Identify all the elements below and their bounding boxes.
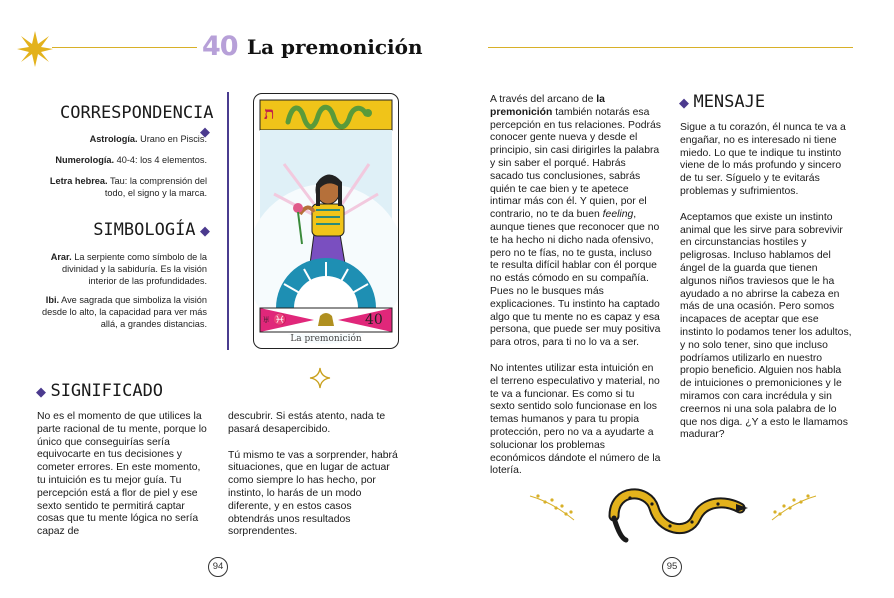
- significado-col2: [228, 411, 400, 539]
- diamond-icon: ◆: [679, 95, 689, 110]
- mensaje-p2: Aceptamos que existe un instinto animal que les sirve para sobrevivir en circunstancias hostiles y peligrosas. Incluso hablamos del ángel de la guarda que tienen algunos niños traviesos que le ha ayudado a no abrirse la cabeza en más de una ocasión. Pero somos incapaces de aceptar que ese instinto lo podamos tener los adultos, y no solo tener, sino que incluso podríamos utilizarlo en nuestro propio beneficio. Alguien nos habla de intuiciones o premoniciones y le miramos con cara incrédula y sin creernos ni una sola palabra de lo que nos diga. ¿Y a esto le llamamos madurar?: [680, 211, 852, 441]
- diamond-icon: ◆: [200, 124, 210, 139]
- correspondencia-list: [34, 133, 207, 199]
- mensaje-title: MENSAJE: [693, 92, 766, 112]
- sprig-right-icon: [768, 490, 818, 524]
- significado-col2-p2: Tú mismo te vas a sorprender, habrá situaciones, que en lugar de actuar como siempre lo has hecho, por instinto, lo harás de un modo diferente, y en estos casos obtendrás unos resultados sorprendentes.: [228, 449, 398, 538]
- letra-hebrea-item: Letra hebrea. Tau: la comprensión del todo, el signo y la marca.: [49, 176, 207, 198]
- numerologia-item: Numerología. 40-4: los 4 elementos.: [55, 155, 207, 165]
- right-col1-p1: A través del arcano de la premonición también notarás esa percepción en tus relaciones. Podrás conocer gente nueva y desde el principio, sin casi dirigirles la palabra y sin saber el porqué. Habrás sacado tus conclusiones, sabrás quién te cae bien y te apetece intimar más con él. Y quien, por el contrario, no te da buen feeling, aunque tienes que reconocer que no te ha hecho ni dicho nada ofensivo, pero no te fías, no te gusta, incluso te resulta difícil hablar con él porque no estás cómodo en su compañía. Pues no le busques más explicaciones. Tu instinto ha captado algo que tu mente no es capaz y esa persona, que puede ser muy positiva para otros, para ti no lo va a ser.: [490, 94, 661, 349]
- significado-col2-p1: descubrir. Si estás atento, nada te pasará desapercibido.: [228, 411, 386, 435]
- sun-star-icon: [16, 30, 54, 68]
- page-title: La premonición: [247, 35, 423, 59]
- significado-col1: No es el momento de que utilices la parte racional de tu mente, porque lo único que conseguirías sería equivocarte en tus decisiones y cometer errores. En este momento, tu intuición es tu mejor guía. Tu percepción está a flor de piel y ese sexto sentido te permitirá captar cosas que tu mente lógica no sería capaz de: [37, 411, 207, 538]
- simbologia-heading: [60, 220, 210, 240]
- right-col1: [490, 94, 662, 478]
- arar-item: Arar. La serpiente como símbolo de la divinidad y la sabiduría. Es la visión interior de las profundidades.: [50, 252, 207, 286]
- page-number-left: 94: [208, 557, 228, 577]
- snake-illustration: [600, 478, 750, 548]
- mensaje-heading: [679, 92, 765, 112]
- page-number-right: 95: [662, 557, 682, 577]
- card-astro-symbols: ♅ ♓: [262, 314, 288, 326]
- tarot-card-illustration: [254, 94, 398, 348]
- card-hebrew-letter: ת: [264, 104, 275, 124]
- correspondencia-title: CORRESPONDENCIA: [60, 103, 214, 123]
- simbologia-title: SIMBOLOGÍA: [93, 220, 196, 240]
- astrologia-item: Astrología. Urano en Piscis.: [89, 134, 207, 144]
- mensaje-body: [680, 122, 852, 442]
- simbologia-list: [34, 251, 207, 330]
- header-rule-left: [52, 47, 197, 48]
- significado-title: SIGNIFICADO: [50, 381, 164, 401]
- card-number-label: 40: [365, 312, 383, 328]
- purple-divider: [227, 92, 229, 350]
- right-col1-p2: No intentes utilizar esta intuición en el terreno especulativo y material, no te va a funcionar. Es como si tu sexto sentido solo funcionase en los temas humanos y para tu propia protección, pero no va a ayudarte a solucionar los problemas económicos dándote el número de la lotería.: [490, 362, 661, 477]
- significado-heading: [36, 381, 163, 401]
- header-rule-right: [488, 47, 853, 48]
- sparkle-icon: [309, 367, 331, 389]
- card-number: 40: [202, 31, 238, 62]
- sprig-left-icon: [528, 490, 578, 524]
- diamond-icon: ◆: [200, 223, 210, 238]
- diamond-icon: ◆: [36, 384, 46, 399]
- ibi-item: Ibi. Ave sagrada que simboliza la visión desde lo alto, la capacidad para ver más allá, a grandes distancias.: [42, 295, 207, 329]
- card-caption: La premonición: [290, 334, 362, 344]
- tarot-card: [253, 93, 399, 349]
- mensaje-p1: Sigue a tu corazón, él nunca te va a engañar, no es interesado ni tiene miedo. Lo que te indique tu instinto viene de lo más profundo y sincero de tu ser. Síguelo y te evitarás problemas y sufrimientos.: [680, 122, 846, 197]
